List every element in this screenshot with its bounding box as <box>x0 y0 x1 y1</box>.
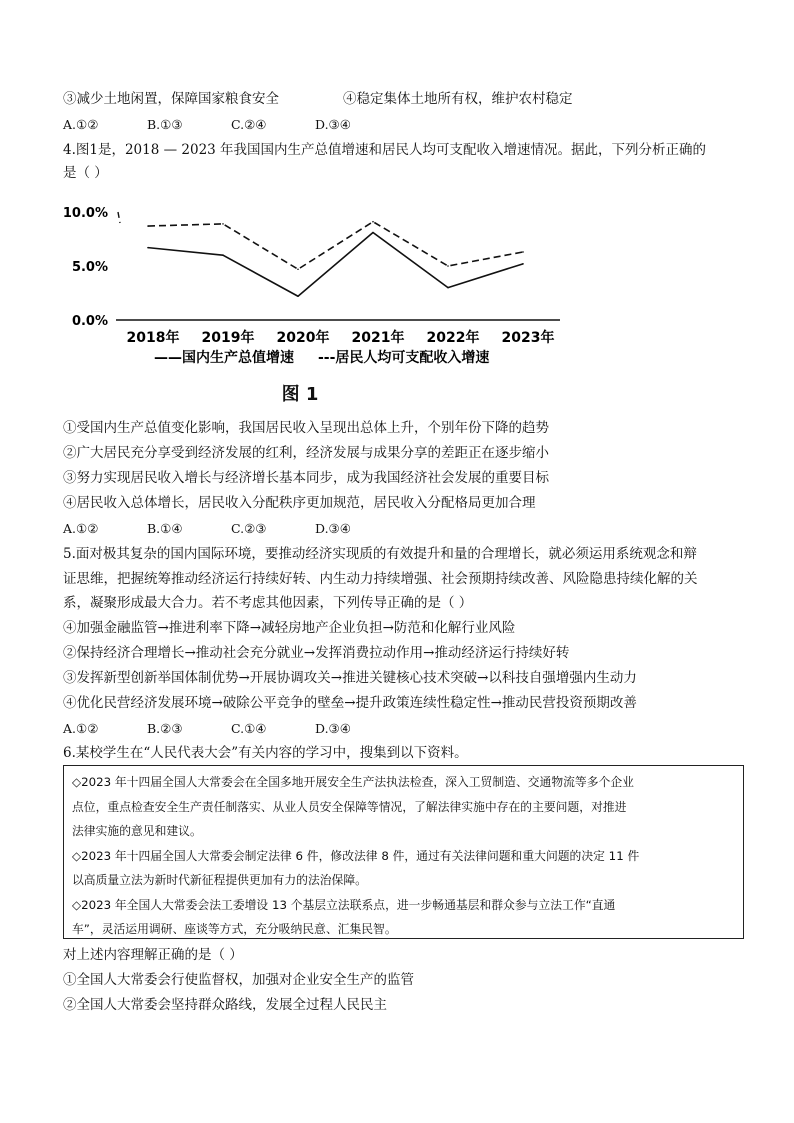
legend-item-income: ---居民人均可支配收入增速 <box>318 350 490 366</box>
q6-material-line: ◇2023 年十四届全国人大常委会在全国多地开展安全生产法执法检查，深入工贸制造、交通物流等多个企业 <box>72 775 634 789</box>
q4-statement-4: ④居民收入总体增长，居民收入分配秩序更加规范，居民收入分配格局更加合理 <box>63 495 536 511</box>
option-d: D.③④ <box>315 117 351 132</box>
option-b: B.①④ <box>147 521 183 536</box>
q5-statement-1: ④加强金融监管→推进利率下降→减轻房地产企业负担→防范和化解行业风险 <box>63 620 516 636</box>
chart-legend <box>154 349 489 366</box>
q5-stem-line2: 证思维，把握统筹推动经济运行持续好转、内生动力持续增强、社会预期持续改善、风险隐患持续化解的关 <box>63 571 698 587</box>
data-point <box>447 287 449 289</box>
data-point <box>522 251 524 253</box>
q4-statement-2: ②广大居民充分享受到经济发展的红利，经济发展与成果分享的差距正在逐步缩小 <box>63 445 549 461</box>
dashed-lead-in <box>118 212 120 223</box>
option-a: A.①② <box>63 521 99 536</box>
q4-statement-1: ①受国内生产总值变化影响，我国居民收入呈现出总体上升，个别年份下降的趋势 <box>63 420 549 436</box>
option-a: A.①② <box>63 117 99 132</box>
data-point <box>222 254 224 256</box>
y-tick-label: 0.0% <box>71 314 108 329</box>
q5-statement-2: ②保持经济合理增长→推动社会充分就业→发挥消费拉动作用→推动经济运行持续好转 <box>63 645 570 661</box>
option-c: C.②④ <box>231 117 267 132</box>
q6-material-line: 法律实施的意见和建议。 <box>72 824 202 838</box>
q5-statement-4: ④优化民营经济发展环境→破除公平竞争的壁垒→提升政策连续性稳定性→推动民营投资预期改善 <box>63 695 637 711</box>
data-point <box>522 263 524 265</box>
q4-options <box>63 520 351 538</box>
option-d: D.③④ <box>315 521 351 536</box>
legend-item-gdp: ——国内生产总值增速 <box>154 350 294 366</box>
data-point <box>372 232 374 234</box>
y-tick-label: 5.0% <box>71 260 108 275</box>
series-layer <box>118 212 524 297</box>
x-tick-label: 2019年 <box>201 330 255 346</box>
x-tick-label: 2021年 <box>351 330 405 346</box>
q6-material-line: 以高质量立法为新时代新征程提供更加有力的法治保障。 <box>72 873 367 887</box>
q4-statement-3: ③努力实现居民收入增长与经济增长基本同步，成为我国经济社会发展的重要目标 <box>63 470 549 486</box>
x-tick-label: 2022年 <box>426 330 480 346</box>
statement-3-prev: ③减少土地闲置，保障国家粮食安全 <box>63 91 279 107</box>
data-point <box>372 221 374 223</box>
q6-material-box <box>63 765 744 939</box>
option-a: A.①② <box>63 721 99 736</box>
option-b: B.①③ <box>147 117 183 132</box>
q6-material-line: 车”，灵活运用调研、座谈等方式，充分吸纳民意、汇集民智。 <box>72 922 397 936</box>
q4-stem-line1: 4.图1是，2018 — 2023 年我国国内生产总值增速和居民人均可支配收入增速情况。据此，下列分析正确的 <box>63 142 707 158</box>
data-point <box>147 225 149 227</box>
series-line-1 <box>148 233 523 297</box>
q5-statement-3: ③发挥新型创新举国体制优势→开展协调攻关→推进关键核心技术突破→以科技自强增强内生动力 <box>63 670 637 686</box>
series-line-2 <box>148 222 523 270</box>
q6-material-line: 点位，重点检查安全生产责任制落实、从业人员安全保障等情况，了解法律实施中存在的主要问题，对推进 <box>72 799 627 814</box>
q6-material-line: ◇2023 年十四届全国人大常委会制定法律 6 件，修改法律 8 件，通过有关法律问题和重大问题的决定 11 件 <box>72 848 640 863</box>
option-d: D.③④ <box>315 721 351 736</box>
figure-1-line-chart <box>60 196 580 376</box>
data-point <box>222 223 224 225</box>
option-b: B.②③ <box>147 721 183 736</box>
statement-4-prev: ④稳定集体土地所有权，维护农村稳定 <box>343 91 573 107</box>
data-point <box>297 295 299 297</box>
x-tick-label: 2023年 <box>501 330 555 346</box>
x-tick-label: 2018年 <box>126 330 180 346</box>
option-c: C.①④ <box>231 721 267 736</box>
q6-stem: 6.某校学生在“人民代表大会”有关内容的学习中，搜集到以下资料。 <box>63 745 468 761</box>
q6-statement-1: ①全国人大常委会行使监督权，加强对企业安全生产的监管 <box>63 972 414 988</box>
q5-stem-line1: 5.面对极其复杂的国内国际环境，要推动经济实现质的有效提升和量的合理增长，就必须运用系统观念和辩 <box>63 546 697 562</box>
options-prev <box>63 116 351 134</box>
y-tick-label: 10.0% <box>62 206 108 221</box>
q6-ask: 对上述内容理解正确的是（ ） <box>63 947 243 963</box>
option-c: C.②③ <box>231 521 267 536</box>
q4-stem-line2: 是（ ） <box>63 165 108 181</box>
q6-material-line: ◇2023 年全国人大常委会法工委增设 13 个基层立法联系点，进一步畅通基层和群众参与立法工作“直通 <box>72 897 616 912</box>
data-point <box>447 265 449 267</box>
q5-options <box>63 720 351 738</box>
x-axis-tick-labels <box>127 329 555 346</box>
data-point <box>147 247 149 249</box>
y-axis-ticks <box>63 206 108 329</box>
q6-statement-2: ②全国人大常委会坚持群众路线，发展全过程人民民主 <box>63 997 387 1013</box>
x-tick-label: 2020年 <box>276 330 330 346</box>
data-point <box>297 268 299 270</box>
q5-stem-line3: 系，凝聚形成最大合力。若不考虑其他因素，下列传导正确的是（ ） <box>63 595 473 611</box>
figure-caption: 图 1 <box>281 384 319 405</box>
